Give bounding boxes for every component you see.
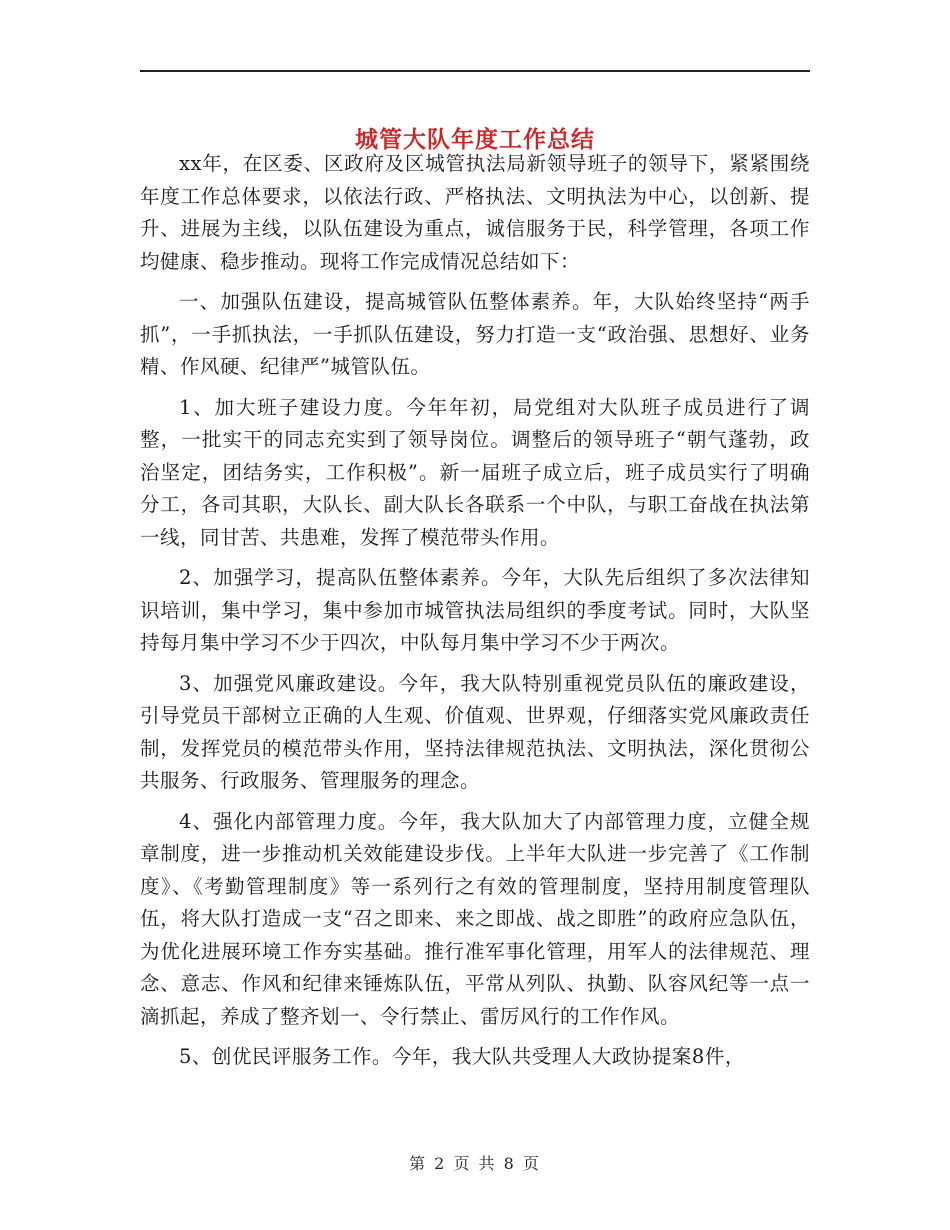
paragraph-item-2: 2、加强学习，提高队伍整体素养。今年，大队先后组织了多次法律知识培训，集中学习，集中参加市城管执法局组织的季度考试。同时，大队坚持每月集中学习不少于四次，中队每月集中学习不少于两次。 <box>140 566 810 654</box>
paragraph-item-5: 5、创优民评服务工作。今年，我大队共受理人大政协提案8件， <box>179 1045 745 1068</box>
paragraph-item-4: 4、强化内部管理力度。今年，我大队加大了内部管理力度，立健全规章制度，进一步推动机关效能建设步伐。上半年大队进一步完善了《工作制度》、《考勤管理制度》等一系列行之有效的管理制度，坚持用制度管理队伍，将大队打造成一支“召之即来、来之即战、战之即胜”的政府应急队伍，为优化进展环境工作夯实基础。推行准军事化管理，用军人的法律规范、理念、意志、作风和纪律来锤炼队伍，平常从列队、执勤、队容风纪等一点一滴抓起，养成了整齐划一、令行禁止、雷厉风行的工作作风。 <box>140 809 810 1028</box>
paragraph-item-1: 1、加大班子建设力度。今年年初，局党组对大队班子成员进行了调整，一批实干的同志充实到了领导岗位。调整后的领导班子“朝气蓬勃，政治坚定，团结务实，工作积极”。新一届班子成立后，班子成员实行了明确分工，各司其职，大队长、副大队长各联系一个中队，与职工奋战在执法第一线，同甘苦、共患难，发挥了模范带头作用。 <box>140 395 810 549</box>
document-body <box>140 148 810 1082</box>
paragraph-intro: xx年，在区委、区政府及区城管执法局新领导班子的领导下，紧紧围绕年度工作总体要求，以依法行政、严格执法、文明执法为中心，以创新、提升、进展为主线，以队伍建设为重点，诚信服务于民，科学管理，各项工作均健康、稳步推动。现将工作完成情况总结如下： <box>140 152 810 273</box>
header-rule <box>140 70 810 72</box>
paragraph-section-1: 一、加强队伍建设，提高城管队伍整体素养。年，大队始终坚持“两手抓”，一手抓执法，一手抓队伍建设，努力打造一支“政治强、思想好、业务精、作风硬、纪律严”城管队伍。 <box>140 290 810 378</box>
document-title: 城管大队年度工作总结 <box>355 126 595 154</box>
page-number: 第 2 页 共 8 页 <box>409 1154 541 1173</box>
paragraph-item-3: 3、加强党风廉政建设。今年，我大队特别重视党员队伍的廉政建设，引导党员干部树立正确的人生观、价值观、世界观，仔细落实党风廉政责任制，发挥党员的模范带头作用，坚持法律规范执法、文明执法，深化贯彻公共服务、行政服务、管理服务的理念。 <box>140 671 810 792</box>
